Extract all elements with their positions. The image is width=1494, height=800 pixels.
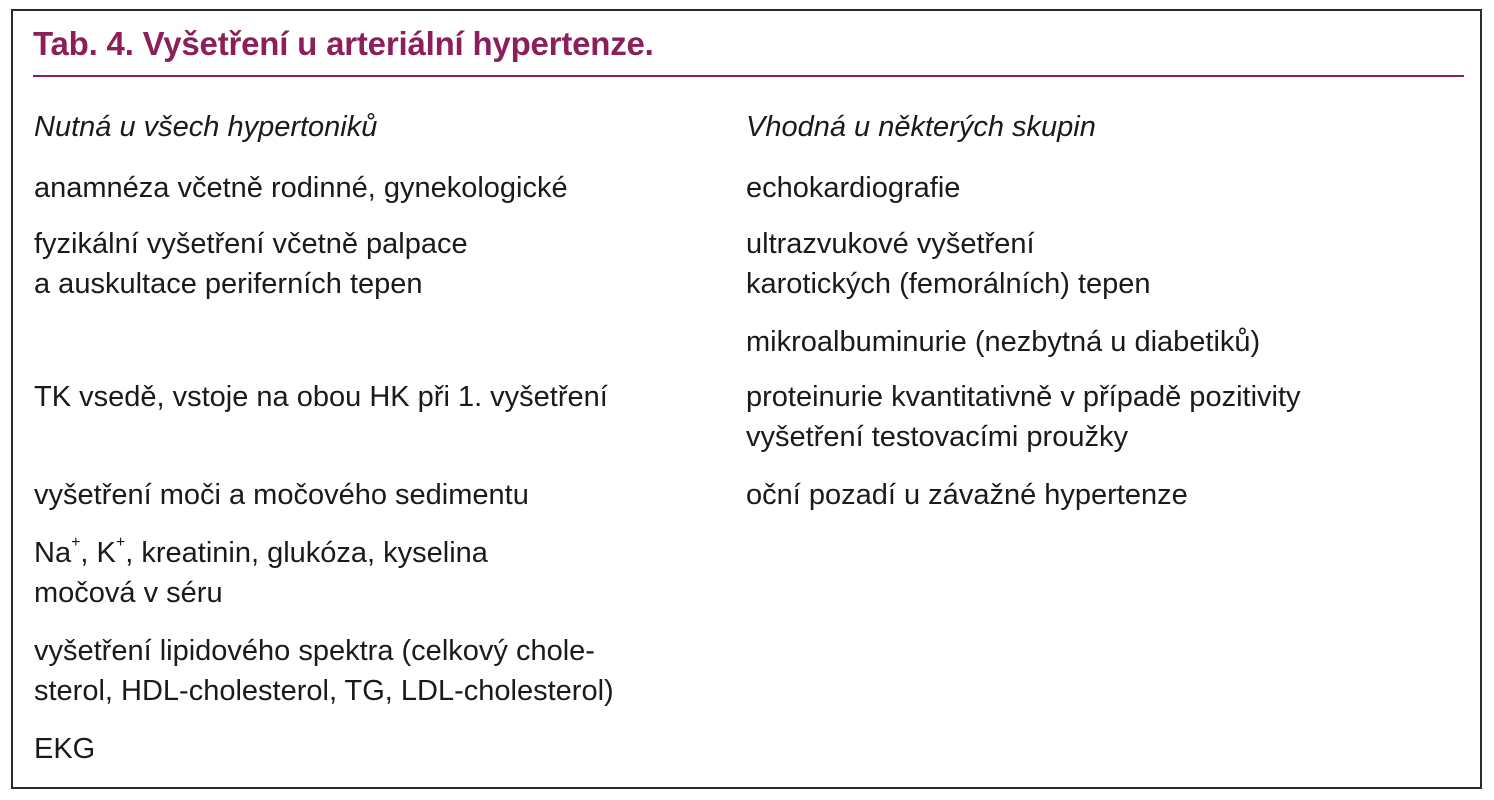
cell-line: ultrazvukové vyšetření	[746, 228, 1035, 260]
right-cell-echocardiography	[746, 168, 960, 208]
cell-line: oční pozadí u závažné hypertenze	[746, 479, 1188, 511]
table-frame	[11, 9, 1482, 789]
cell-line: a auskultace periferních tepen	[34, 268, 423, 300]
cell-line: TK vsedě, vstoje na obou HK při 1. vyšetření	[34, 381, 608, 413]
left-cell-physical-exam	[34, 224, 468, 304]
right-cell-microalbuminuria	[746, 322, 1260, 362]
left-cell-lipid-spectrum	[34, 631, 614, 711]
cell-line: fyzikální vyšetření včetně palpace	[34, 228, 468, 260]
left-cell-blood-pressure	[34, 377, 608, 417]
right-cell-fundus	[746, 475, 1188, 515]
cell-line: echokardiografie	[746, 172, 961, 204]
sodium-label: Na	[34, 537, 72, 569]
right-cell-proteinuria	[746, 377, 1301, 457]
left-column-header: Nutná u všech hypertoniků	[34, 111, 378, 143]
table-title: Tab. 4. Vyšetření u arteriální hypertenze.	[33, 25, 654, 62]
cell-line: vyšetření lipidového spektra (celkový chole-	[34, 635, 595, 667]
right-cell-ultrasound	[746, 224, 1151, 304]
cell-line	[34, 533, 488, 573]
cell-line: anamnéza včetně rodinné, gynekologické	[34, 172, 568, 204]
cell-line: mikroalbuminurie (nezbytná u diabetiků)	[746, 326, 1261, 358]
cell-line: vyšetření testovacími proužky	[746, 421, 1128, 453]
title-divider	[33, 75, 1464, 77]
right-column-header: Vhodná u některých skupin	[746, 111, 1096, 143]
cell-line: močová v séru	[34, 577, 223, 609]
left-cell-urine-exam	[34, 475, 529, 515]
left-cell-serum-tests	[34, 533, 488, 613]
left-cell-history	[34, 168, 568, 208]
cell-line: EKG	[34, 733, 96, 765]
cell-line: vyšetření moči a močového sedimentu	[34, 479, 529, 511]
serum-tests-rest: , kreatinin, glukóza, kyselina	[125, 537, 488, 569]
cell-line: sterol, HDL-cholesterol, TG, LDL-cholesterol)	[34, 675, 614, 707]
cell-line: proteinurie kvantitativně v případě pozitivity	[746, 381, 1301, 413]
potassium-charge: +	[115, 534, 126, 552]
sodium-charge: +	[71, 534, 81, 552]
potassium-label: , K	[80, 537, 116, 569]
left-cell-ecg	[34, 729, 95, 769]
cell-line: karotických (femorálních) tepen	[746, 268, 1151, 300]
